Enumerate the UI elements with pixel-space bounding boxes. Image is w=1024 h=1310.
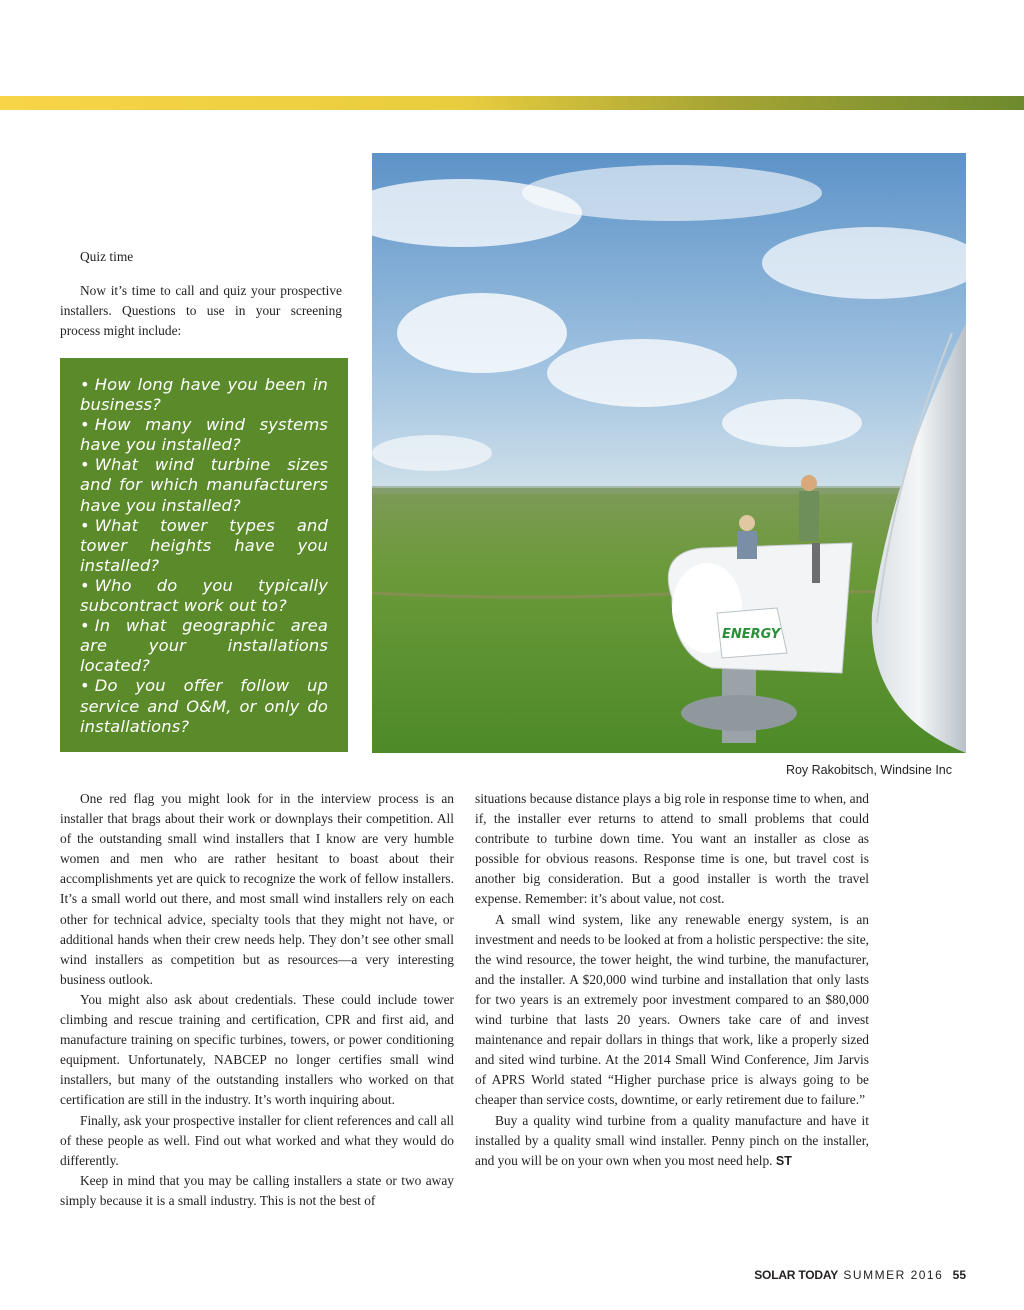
question-item: • Who do you typically subcontract work out to? [80,575,328,616]
bullet-icon: • [80,375,90,394]
section-heading: Quiz time [80,249,134,264]
bullet-icon: • [80,575,90,595]
article-column-left [60,789,454,1211]
question-item: • Do you offer follow up service and O&M, or only do installations? [80,676,328,736]
page-footer [754,1268,966,1282]
body-paragraph: A small wind system, like any renewable energy system, is an investment and needs to be looked at from a holistic perspective: the site, the wind resource, the tower height, the wind turbine, the manufacturer, and the installer. A $20,000 wind turbine and installation that only lasts for two years is an extremely poor investment compared to an $80,000 wind turbine that lasts 20 years. Owners take care of and invest maintenance and repair dollars in things that work, like a properly sized and sited wind turbine. At the 2014 Small Wind Conference, Jim Jarvis of APRS World stated “Higher purchase price is always going to be cheaper than service costs, downtime, or early retirement due to failure.” [475,911,869,1108]
question-item: • How long have you been in business? [80,375,328,415]
body-paragraph: situations because distance plays a big role in response time to when, and if, the installer ever returns to attend to small problems that could contribute to turbine down time. You want an installer as close as possible for obvious reasons. Response time is one, but travel cost is another big consideration. But a good installer is worth the travel expense. Remember: it’s about value, not cost. [475,791,869,907]
bullet-icon: • [80,616,90,636]
body-paragraph: One red flag you might look for in the interview process is an installer that brags about their work or downplays their competition. All of the outstanding small wind installers that I know are very humble women and men who are rather hesitant to boast about their accomplishments yet are quick to recognize the work of fellow installers. It’s a small world out there, and most small wind installers rely on each other for technical advice, specialty tools that they might not have, or additional hands when their crew needs help. They don’t see other small wind installers as competition but as resources—a very interesting business outlook. [60,791,454,987]
body-paragraph: Buy a quality wind turbine from a quality manufacture and have it installed by a quality small wind installer. Penny pinch on the installer, and you will be on your own when you most need help. ST [475,1112,869,1168]
wind-turbine-photo [372,153,966,753]
body-paragraph: You might also ask about credentials. These could include tower climbing and rescue training and certification, CPR and first aid, and manufacture training on specific turbines, towers, or power conditioning equipment. Unfortunately, NABCEP no longer certifies small wind installers, but many of the outstanding installers who worked on that certification are still in the industry. It’s worth inquiring about. [60,991,454,1108]
question-item: • How many wind systems have you installed? [80,415,328,455]
question-item: • What tower types and tower heights have you installed? [80,515,328,575]
quiz-questions-box [60,358,348,752]
bullet-icon: • [80,515,90,535]
end-mark: ST [775,1153,792,1168]
question-list [80,375,328,737]
bullet-icon: • [80,455,90,475]
svg-text:ENERGY: ENERGY [722,627,781,642]
page-number: 55 [952,1268,966,1282]
intro-section [60,247,342,341]
intro-paragraph: Now it’s time to call and quiz your prospective installers. Questions to use in your screening process might include: [60,283,342,338]
photo-credit: Roy Rakobitsch, Windsine Inc [785,763,952,777]
header-color-band [0,96,1024,110]
magazine-name: SOLAR TODAY [754,1268,839,1282]
question-item: • What wind turbine sizes and for which manufacturers have you installed? [80,455,328,515]
body-paragraph: Keep in mind that you may be calling installers a state or two away simply because it is a small industry. This is not the best of [60,1172,454,1208]
body-paragraph: Finally, ask your prospective installer for client references and call all of these people as well. Find out what worked and what they would do differently. [60,1112,454,1168]
question-item: • In what geographic area are your installations located? [80,616,328,676]
issue-label: SUMMER 2016 [843,1268,944,1282]
article-column-right [475,789,869,1171]
bullet-icon: • [80,415,90,435]
bullet-icon: • [80,676,90,696]
